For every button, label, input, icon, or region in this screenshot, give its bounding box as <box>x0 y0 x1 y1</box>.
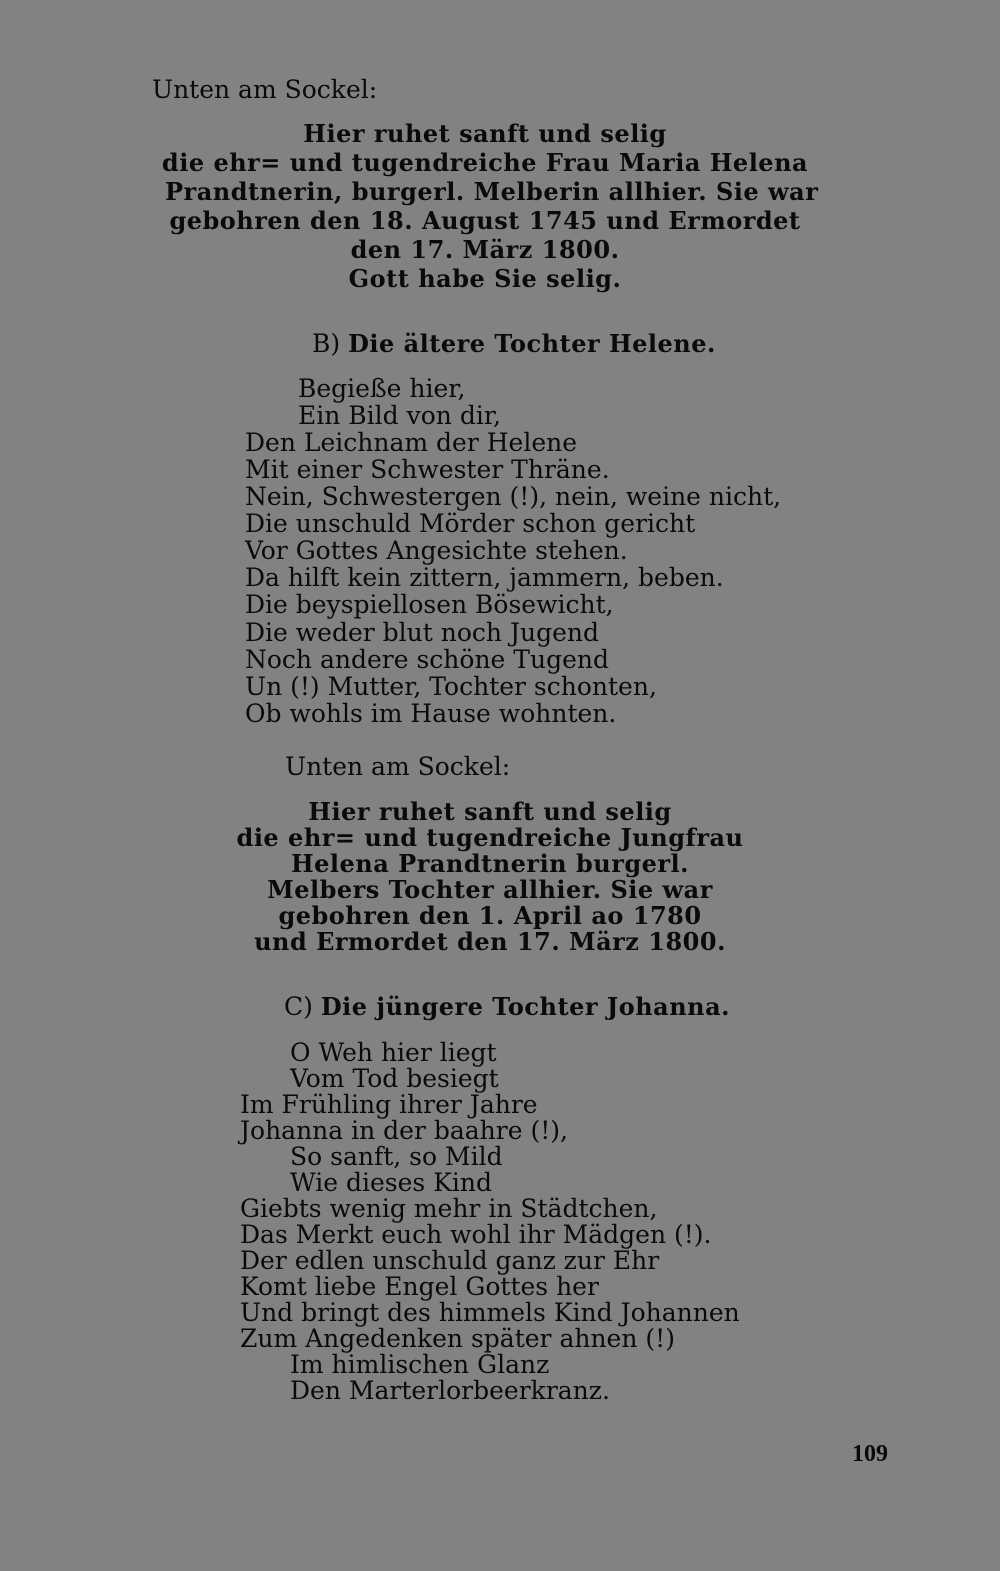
poem-b-line-8: Da hilft kein zittern, jammern, beben. <box>245 563 724 592</box>
inscription-a-line-6: Gott habe Sie selig. <box>348 264 622 293</box>
section-c-prefix: C) <box>284 992 313 1021</box>
section-b-title: Die ältere Tochter Helene. <box>348 329 716 358</box>
inscription-b-line-4: Melbers Tochter allhier. Sie war <box>267 875 713 904</box>
section-c-title: Die jüngere Tochter Johanna. <box>320 992 730 1021</box>
poem-c-line-5: So sanft, so Mild <box>290 1142 503 1171</box>
poem-c-line-2: Vom Tod besiegt <box>290 1064 499 1093</box>
poem-c-line-11: Und bringt des himmels Kind Johannen <box>240 1298 740 1327</box>
page-number: 109 <box>852 1441 888 1467</box>
poem-b-line-10: Die weder blut noch Jugend <box>245 618 599 647</box>
poem-c-line-1: O Weh hier liegt <box>290 1038 497 1067</box>
inscription-a-line-4: gebohren den 18. August 1745 und Ermordet <box>169 206 801 235</box>
poem-b-line-11: Noch andere schöne Tugend <box>245 645 609 674</box>
poem-b-line-3: Den Leichnam der Helene <box>245 428 578 457</box>
poem-b-line-9: Die beyspiellosen Bösewicht, <box>245 590 614 619</box>
inscription-b-line-2: die ehr= und tugendreiche Jungfrau <box>236 823 744 852</box>
poem-c-line-14: Den Marterlorbeerkranz. <box>290 1376 610 1405</box>
poem-c-line-8: Das Merkt euch wohl ihr Mädgen (!). <box>240 1220 712 1249</box>
inscription-b-line-3: Helena Prandtnerin burgerl. <box>290 849 690 878</box>
inscription-a-line-2: die ehr= und tugendreiche Frau Maria Helena <box>161 148 809 177</box>
inscription-a-line-1: Hier ruhet sanft und selig <box>303 119 667 148</box>
poem-b-line-7: Vor Gottes Angesichte stehen. <box>245 536 628 565</box>
poem-c-line-3: Im Frühling ihrer Jahre <box>240 1090 538 1119</box>
inscription-b-line-5: gebohren den 1. April ao 1780 <box>278 901 702 930</box>
poem-c-line-13: Im himlischen Glanz <box>290 1350 550 1379</box>
section-c-heading <box>284 994 730 1020</box>
poem-b-line-5: Nein, Schwestergen (!), nein, weine nicht, <box>245 482 782 511</box>
poem-c-line-6: Wie dieses Kind <box>290 1168 492 1197</box>
sockel-label-a: Unten am Sockel: <box>152 75 378 104</box>
section-b-prefix: B) <box>312 329 341 358</box>
inscription-b-line-1: Hier ruhet sanft und selig <box>308 797 672 826</box>
poem-b-line-4: Mit einer Schwester Thräne. <box>245 455 610 484</box>
poem-b-line-13: Ob wohls im Hause wohnten. <box>245 699 617 728</box>
inscription-a-line-5: den 17. März 1800. <box>350 235 620 264</box>
poem-b-line-1: Begieße hier, <box>298 374 466 403</box>
poem-b-line-12: Un (!) Mutter, Tochter schonten, <box>245 672 657 701</box>
poem-c-line-4: Johanna in der baahre (!), <box>240 1116 568 1145</box>
inscription-a-line-3: Prandtnerin, burgerl. Melberin allhier. Sie war <box>165 177 819 206</box>
poem-b-line-2: Ein Bild von dir, <box>298 401 501 430</box>
poem-c-line-7: Giebts wenig mehr in Städtchen, <box>240 1194 658 1223</box>
inscription-b-line-6: und Ermordet den 17. März 1800. <box>254 927 726 956</box>
poem-b-line-6: Die unschuld Mörder schon gericht <box>245 509 696 538</box>
poem-c-line-12: Zum Angedenken später ahnen (!) <box>240 1324 675 1353</box>
sockel-label-b: Unten am Sockel: <box>285 752 511 781</box>
poem-c-line-9: Der edlen unschuld ganz zur Ehr <box>240 1246 660 1275</box>
section-b-heading <box>312 331 716 357</box>
poem-c-line-10: Komt liebe Engel Gottes her <box>240 1272 599 1301</box>
